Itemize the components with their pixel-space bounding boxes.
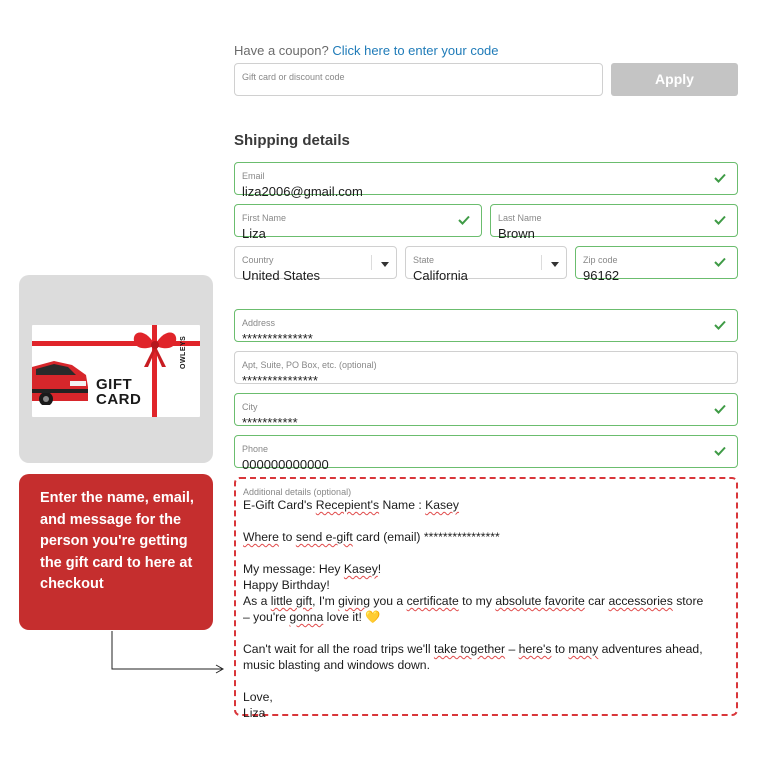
zip-label: Zip code [583, 255, 618, 265]
bow-icon [130, 325, 180, 369]
apt-value: *************** [242, 373, 318, 388]
message-line: Where to send e-gift card (email) **************** [243, 530, 500, 544]
message-line: music blasting and windows down. [243, 658, 430, 672]
additional-details-text [243, 497, 729, 721]
coupon-input-label: Gift card or discount code [242, 72, 345, 82]
message-line: – you're gonna love it! 💛 [243, 610, 381, 624]
enter-coupon-link[interactable]: Click here to enter your code [332, 43, 499, 58]
state-select[interactable] [405, 246, 567, 283]
city-label: City [242, 402, 258, 412]
first-name-label: First Name [242, 213, 287, 223]
message-line: My message: Hey Kasey! [243, 562, 382, 576]
email-field[interactable] [234, 162, 738, 199]
phone-value: 000000000000 [242, 457, 329, 472]
message-line: As a little gift, I'm giving you a certificate to my absolute favorite car accessories store [243, 594, 704, 608]
address-label: Address [242, 318, 276, 328]
select-divider [541, 255, 542, 270]
apt-field[interactable] [234, 351, 738, 388]
address-value: ************** [242, 331, 313, 346]
check-icon [714, 173, 726, 183]
address-field[interactable] [234, 309, 738, 346]
first-name-field[interactable] [234, 204, 482, 241]
additional-details-textarea[interactable] [234, 477, 738, 720]
message-line: Can't wait for all the road trips we'll take together – here's to many adventures ahead, [243, 642, 703, 656]
message-line: E-Gift Card's Recepient's Name : Kasey [243, 498, 460, 512]
apt-label: Apt, Suite, PO Box, etc. (optional) [242, 360, 377, 370]
last-name-value: Brown [498, 226, 535, 241]
state-value: California [413, 268, 468, 283]
apply-button[interactable]: Apply [611, 63, 738, 96]
coupon-prompt: Have a coupon? [234, 43, 329, 58]
callout-text: Enter the name, email, and message for the person you're getting the gift card to here at checkout [40, 490, 194, 592]
message-line: Happy Birthday! [243, 578, 330, 592]
check-icon [714, 257, 726, 267]
chevron-down-icon[interactable] [381, 262, 389, 267]
check-icon [714, 404, 726, 414]
coupon-input[interactable] [234, 63, 603, 96]
state-label: State [413, 255, 435, 265]
check-icon [714, 320, 726, 330]
gift-card-thumbnail [19, 275, 213, 463]
coupon-prompt-line [234, 43, 499, 58]
check-icon [458, 215, 470, 225]
city-field[interactable] [234, 393, 738, 430]
car-icon [32, 345, 88, 405]
chevron-down-icon[interactable] [551, 262, 559, 267]
message-line: Love, [243, 690, 273, 704]
first-name-value: Liza [242, 226, 266, 241]
phone-label: Phone [242, 444, 269, 454]
additional-details-label: Additional details (optional) [243, 487, 352, 497]
zip-field[interactable] [575, 246, 738, 283]
zip-value: 96162 [583, 268, 620, 283]
brand-logo: OWLEYS [180, 335, 187, 369]
city-value: *********** [242, 415, 298, 430]
phone-field[interactable] [234, 435, 738, 472]
last-name-label: Last Name [498, 213, 542, 223]
last-name-field[interactable] [490, 204, 738, 241]
select-divider [371, 255, 372, 270]
country-value: United States [242, 268, 321, 283]
country-label: Country [242, 255, 274, 265]
gift-card-image [32, 325, 200, 417]
message-line: Liza [243, 706, 266, 720]
email-value: liza2006@gmail.com [242, 184, 363, 199]
instruction-callout [19, 474, 213, 630]
country-select[interactable] [234, 246, 397, 283]
gift-card-title: GIFT CARD [96, 376, 142, 408]
check-icon [714, 446, 726, 456]
email-label: Email [242, 171, 265, 181]
shipping-title: Shipping details [234, 132, 350, 149]
check-icon [714, 215, 726, 225]
